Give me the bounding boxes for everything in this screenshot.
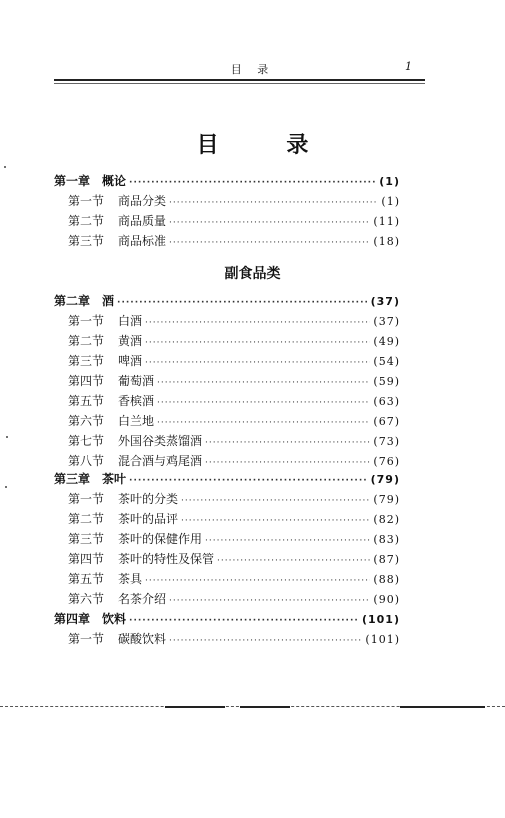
dot-leader [205, 438, 370, 448]
toc-entry-page: (37) [373, 315, 400, 328]
dot-leader [157, 418, 370, 428]
toc-entry-page: (1) [381, 195, 400, 208]
toc-entry-label: 第二章 [54, 294, 91, 308]
toc-entry-title: 黄酒 [118, 334, 143, 348]
toc-entry-label: 第八节 [68, 454, 105, 468]
header-rule [54, 79, 425, 81]
toc-section-entry [54, 490, 400, 508]
toc-entry-page: (67) [373, 415, 400, 428]
toc-entry-title: 啤酒 [118, 354, 143, 368]
footer-rule-segment [240, 706, 290, 708]
toc-entry-page: (101) [365, 633, 400, 646]
toc-entry-label: 第四节 [68, 552, 105, 566]
toc-entry-label: 第四章 [54, 612, 91, 626]
toc-entry-page: (18) [373, 235, 400, 248]
dot-leader [129, 616, 359, 626]
toc-entry-title: 碳酸饮料 [118, 632, 167, 646]
toc-entry-page: (63) [373, 395, 400, 408]
scan-speck [6, 436, 8, 438]
toc-chapter-entry [54, 610, 400, 628]
dot-leader [169, 238, 370, 248]
toc-chapter-entry [54, 172, 400, 190]
toc-section-entry [54, 232, 400, 250]
toc-entry-page: (83) [373, 533, 400, 546]
toc-entry-label: 第二节 [68, 512, 105, 526]
toc-entry-page: (82) [373, 513, 400, 526]
toc-entry-page: (73) [373, 435, 400, 448]
toc-entry-label: 第一节 [68, 492, 105, 506]
dot-leader [169, 198, 378, 208]
toc-entry-label: 第七节 [68, 434, 105, 448]
toc-section-entry [54, 590, 400, 608]
toc-entry-title: 混合酒与鸡尾酒 [118, 454, 203, 468]
toc-entry-label: 第五节 [68, 572, 105, 586]
group-heading: 副食品类 [224, 266, 281, 282]
running-header-page-number: 1 [405, 60, 412, 73]
toc-entry-label: 第一节 [68, 632, 105, 646]
header-rule-thin [54, 83, 425, 84]
toc-entry-page: (90) [373, 593, 400, 606]
toc-entry-page: (87) [373, 553, 400, 566]
toc-entry-page: (1) [379, 175, 400, 188]
toc-section-entry [54, 392, 400, 410]
toc-section-entry [54, 550, 400, 568]
toc-entry-title: 外国谷类蒸馏酒 [118, 434, 203, 448]
toc-section-entry [54, 530, 400, 548]
dot-leader [145, 576, 370, 586]
toc-entry-title: 商品分类 [118, 194, 167, 208]
toc-entry-title: 名茶介绍 [118, 592, 167, 606]
toc-chapter-entry [54, 292, 400, 310]
footer-rule-segment [165, 706, 225, 708]
dot-leader [157, 398, 370, 408]
toc-entry-page: (76) [373, 455, 400, 468]
toc-entry-title: 酒 [102, 294, 115, 308]
toc-entry-label: 第二节 [68, 214, 105, 228]
toc-section-entry [54, 312, 400, 330]
page-title: 目 录 [196, 133, 339, 158]
toc-entry-title: 白兰地 [118, 414, 155, 428]
dot-leader [117, 298, 368, 308]
dot-leader [169, 596, 370, 606]
dot-leader [157, 378, 370, 388]
toc-entry-page: (49) [373, 335, 400, 348]
toc-entry-page: (37) [370, 295, 400, 308]
dot-leader [169, 218, 370, 228]
toc-entry-title: 茶叶 [102, 472, 127, 486]
dot-leader [205, 458, 370, 468]
toc-entry-title: 茶叶的保健作用 [118, 532, 203, 546]
dot-leader [169, 636, 362, 646]
toc-section-entry [54, 630, 400, 648]
toc-section-entry [54, 352, 400, 370]
toc-entry-page: (101) [361, 613, 400, 626]
footer-rule-segment [400, 706, 485, 708]
dot-leader [217, 556, 370, 566]
toc-entry-title: 商品标准 [118, 234, 167, 248]
toc-entry-title: 白酒 [118, 314, 143, 328]
running-header-title: 目 录 [230, 63, 275, 76]
dot-leader [181, 516, 370, 526]
toc-entry-label: 第六节 [68, 414, 105, 428]
toc-entry-page: (88) [373, 573, 400, 586]
toc-entry-label: 第二节 [68, 334, 105, 348]
dot-leader [145, 358, 370, 368]
scan-speck [4, 166, 6, 168]
toc-entry-title: 茶叶的特性及保管 [118, 552, 215, 566]
toc-entry-label: 第一章 [54, 174, 91, 188]
toc-entry-page: (79) [373, 493, 400, 506]
toc-section-entry [54, 432, 400, 450]
toc-section-entry [54, 510, 400, 528]
toc-section-entry [54, 570, 400, 588]
toc-entry-page: (79) [370, 473, 400, 486]
toc-entry-title: 饮料 [102, 612, 127, 626]
dot-leader [129, 178, 376, 188]
toc-section-entry [54, 452, 400, 470]
toc-entry-label: 第三章 [54, 472, 91, 486]
toc-section-entry [54, 192, 400, 210]
toc-entry-page: (54) [373, 355, 400, 368]
toc-entry-title: 概论 [102, 174, 127, 188]
toc-chapter-entry [54, 470, 400, 488]
toc-entry-title: 商品质量 [118, 214, 167, 228]
toc-section-entry [54, 212, 400, 230]
toc-entry-title: 茶叶的品评 [118, 512, 179, 526]
toc-entry-label: 第一节 [68, 194, 105, 208]
toc-entry-title: 香槟酒 [118, 394, 155, 408]
toc-entry-page: (11) [373, 215, 400, 228]
toc-entry-label: 第三节 [68, 532, 105, 546]
scan-speck [5, 486, 7, 488]
dot-leader [129, 476, 368, 486]
toc-entry-label: 第三节 [68, 354, 105, 368]
toc-entry-label: 第六节 [68, 592, 105, 606]
toc-entry-page: (59) [373, 375, 400, 388]
dot-leader [145, 318, 370, 328]
toc-section-entry [54, 372, 400, 390]
toc-entry-title: 茶叶的分类 [118, 492, 179, 506]
toc-entry-label: 第四节 [68, 374, 105, 388]
toc-entry-label: 第三节 [68, 234, 105, 248]
toc-entry-label: 第一节 [68, 314, 105, 328]
toc-section-entry [54, 412, 400, 430]
toc-entry-title: 葡萄酒 [118, 374, 155, 388]
toc-section-entry [54, 332, 400, 350]
toc-entry-title: 茶具 [118, 572, 143, 586]
dot-leader [181, 496, 370, 506]
dot-leader [205, 536, 370, 546]
toc-entry-label: 第五节 [68, 394, 105, 408]
dot-leader [145, 338, 370, 348]
